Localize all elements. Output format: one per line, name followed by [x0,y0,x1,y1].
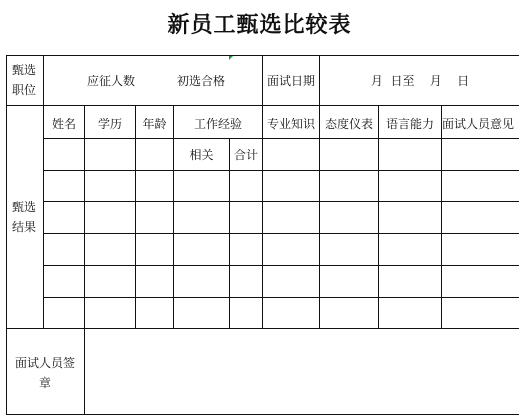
position-label: 甄选职位 [11,63,36,97]
col-header-education: 学历 [97,118,122,130]
sub-header-related: 相关 [189,149,214,161]
grid-line [135,105,136,329]
grid-line [378,105,379,329]
col-header-age: 年龄 [142,118,167,130]
grid-line [173,105,174,329]
col-header-knowledge: 专业知识 [266,118,315,130]
grid-line [43,265,519,266]
shortlisted-label: 初选合格 [176,75,225,87]
page-title: 新员工甄选比较表 [167,12,352,38]
grid-line [84,105,85,329]
interview-date-label: 面试日期 [266,75,315,87]
grid-line [84,328,85,415]
interview-date-value: 月 日至 月 日 [370,75,470,87]
results-label: 甄选结果 [11,200,36,234]
grid-line [229,138,230,329]
col-header-interviewer-opinion: 面试人员意见 [442,118,515,130]
col-header-experience: 工作经验 [193,118,242,130]
grid-line [6,414,519,415]
sub-header-total: 合计 [233,149,258,161]
col-header-attitude: 态度仪表 [324,118,373,130]
grid-line [43,297,519,298]
signature-label: 面试人员签章 [14,356,75,390]
grid-line [441,105,442,329]
col-header-language: 语言能力 [385,118,434,130]
grid-line [43,55,44,106]
grid-line [262,55,263,329]
grid-line [43,105,44,329]
grid-line [43,201,519,202]
grid-line [43,138,519,139]
applicants-label: 应征人数 [86,75,135,87]
grid-line [319,55,320,329]
grid-line [43,170,519,171]
grid-line [43,233,519,234]
grid-line [6,55,7,415]
col-header-name: 姓名 [51,118,76,130]
